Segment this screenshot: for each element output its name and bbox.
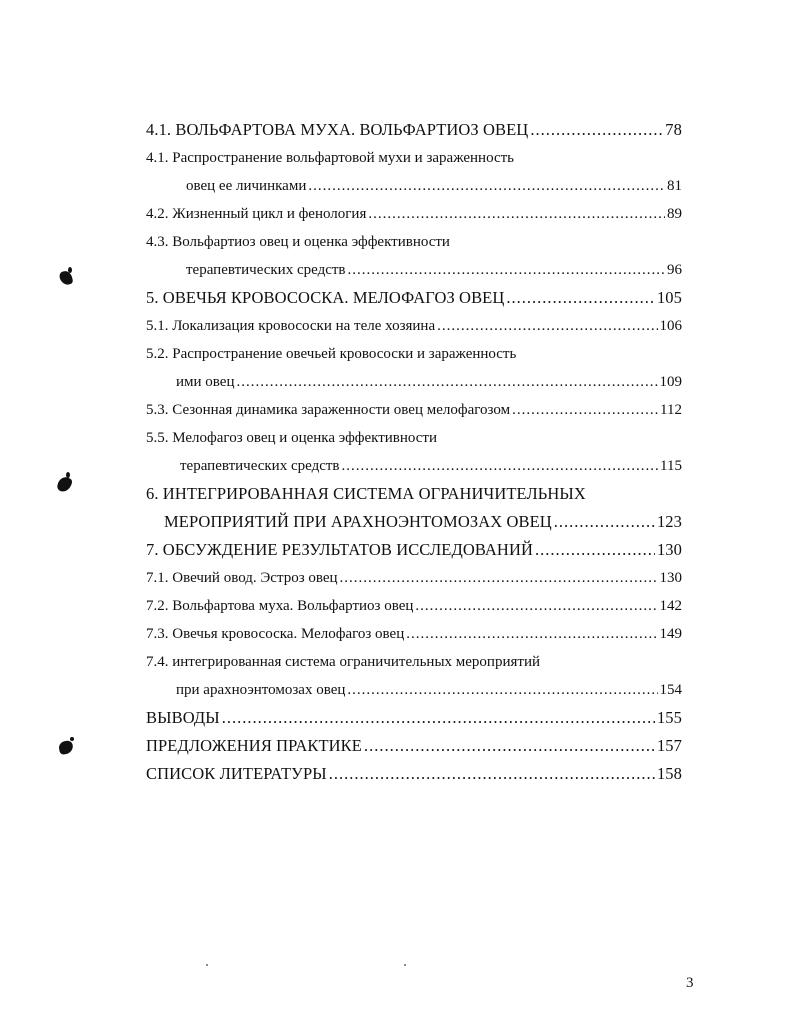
toc-entry-title: 6. ИНТЕГРИРОВАННАЯ СИСТЕМА ОГРАНИЧИТЕЛЬНЫХ	[146, 484, 586, 503]
toc-entry-title: терапевтических средств	[180, 458, 340, 474]
toc-leader	[308, 174, 665, 198]
toc-leader	[437, 314, 657, 338]
toc-entry-title: 5.5. Мелофагоз овец и оценка эффективности	[146, 430, 438, 446]
toc-entry-title: 4.2. Жизненный цикл и фенология	[146, 206, 367, 222]
toc-entry-page: 157	[656, 736, 682, 755]
toc-entry-page: 158	[656, 764, 682, 783]
toc-entry-title: 7.4. интегрированная система ограничительных мероприятий	[146, 654, 540, 670]
ink-blot	[66, 472, 70, 478]
toc-entry-page: 89	[667, 206, 682, 222]
toc-entry	[146, 342, 682, 366]
toc-entry-page: 115	[660, 458, 682, 474]
toc-leader	[364, 734, 655, 758]
toc-entry	[176, 370, 682, 394]
toc-leader	[512, 398, 658, 422]
toc-entry	[146, 398, 682, 422]
toc-entry	[146, 734, 682, 758]
toc-entry-page: 81	[667, 178, 682, 194]
toc-entry-title: 4.1. Распространение вольфартовой мухи и зараженность	[146, 150, 515, 166]
scan-speck	[404, 964, 406, 966]
toc-entry-title: 4.3. Вольфартиоз овец и оценка эффективности	[146, 234, 450, 250]
toc-entry	[176, 678, 682, 702]
toc-entry-title: ВЫВОДЫ	[146, 708, 220, 727]
toc-entry-title: 7.3. Овечья кровососка. Мелофагоз овец	[146, 626, 405, 642]
toc-entry-title: СПИСОК ЛИТЕРАТУРЫ	[146, 764, 327, 783]
toc-entry-title: овец ее личинками	[186, 178, 307, 194]
toc-entry	[146, 482, 682, 506]
toc-entry	[146, 118, 682, 142]
toc-entry-title: МЕРОПРИЯТИЙ ПРИ АРАХНОЭНТОМОЗАХ ОВЕЦ	[164, 512, 552, 531]
toc-entry-page: 142	[659, 598, 682, 614]
page-number: 3	[686, 975, 694, 991]
toc-entry	[146, 566, 682, 590]
toc-entry-page: 109	[659, 374, 682, 390]
toc-leader	[554, 510, 655, 534]
toc-entry	[186, 174, 682, 198]
toc-entry	[146, 426, 682, 450]
toc-leader	[329, 762, 655, 786]
toc-leader	[535, 538, 655, 562]
toc-entry	[146, 230, 682, 254]
toc-entry-page: 105	[656, 288, 682, 307]
ink-blot	[68, 267, 72, 273]
toc-entry	[146, 202, 682, 226]
toc-leader	[506, 286, 655, 310]
toc-entry-page: 96	[667, 262, 682, 278]
toc-entry-page: 130	[659, 570, 682, 586]
toc-entry	[164, 510, 682, 534]
toc-entry-page: 78	[665, 120, 682, 139]
toc-leader	[342, 454, 659, 478]
toc-entry-page: 123	[656, 512, 682, 531]
toc-leader	[347, 678, 657, 702]
toc-entry	[146, 594, 682, 618]
toc-entry	[186, 258, 682, 282]
toc-entry-title: 5.1. Локализация кровососки на теле хозяина	[146, 318, 436, 334]
toc-entry-page: 149	[659, 626, 682, 642]
toc-entry-title: 7.1. Овечий овод. Эстроз овец	[146, 570, 338, 586]
toc-leader	[236, 370, 657, 394]
toc-entry-page: 106	[659, 318, 682, 334]
scan-speck	[206, 964, 208, 966]
toc-entry	[146, 762, 682, 786]
toc-entry-title: 5.2. Распространение овечьей кровососки и зараженность	[146, 346, 517, 362]
toc-entry	[146, 286, 682, 310]
toc-entry-page: 154	[659, 682, 682, 698]
toc-entry-title: 7.2. Вольфартова муха. Вольфартиоз овец	[146, 598, 414, 614]
toc-entry-title: 7. ОБСУЖДЕНИЕ РЕЗУЛЬТАТОВ ИССЛЕДОВАНИЙ	[146, 540, 533, 559]
toc-entry	[146, 622, 682, 646]
toc-entry	[146, 146, 682, 170]
ink-blot	[70, 737, 74, 741]
toc-entry	[146, 538, 682, 562]
toc-entry-title: терапевтических средств	[186, 262, 346, 278]
toc-entry-title: 5.3. Сезонная динамика зараженности овец мелофагозом	[146, 402, 511, 418]
toc-entry-title: 4.1. ВОЛЬФАРТОВА МУХА. ВОЛЬФАРТИОЗ ОВЕЦ	[146, 120, 529, 139]
toc-leader	[368, 202, 665, 226]
toc-entry-title: при арахноэнтомозах овец	[176, 682, 346, 698]
toc-leader	[348, 258, 666, 282]
toc-leader	[406, 622, 657, 646]
toc-entry-page: 155	[656, 708, 682, 727]
toc-leader	[415, 594, 657, 618]
toc-leader	[340, 566, 658, 590]
toc-entry-page: 130	[656, 540, 682, 559]
toc-entry-page: 112	[660, 402, 682, 418]
toc-leader	[530, 118, 663, 142]
toc-entry	[146, 706, 682, 730]
toc-entry	[146, 314, 682, 338]
toc-leader	[222, 706, 655, 730]
toc-entry	[180, 454, 682, 478]
toc-entry-title: ими овец	[176, 374, 235, 390]
toc-entry-title: ПРЕДЛОЖЕНИЯ ПРАКТИКЕ	[146, 736, 362, 755]
toc-entry	[146, 650, 682, 674]
toc-entry-title: 5. ОВЕЧЬЯ КРОВОСОСКА. МЕЛОФАГОЗ ОВЕЦ	[146, 288, 505, 307]
